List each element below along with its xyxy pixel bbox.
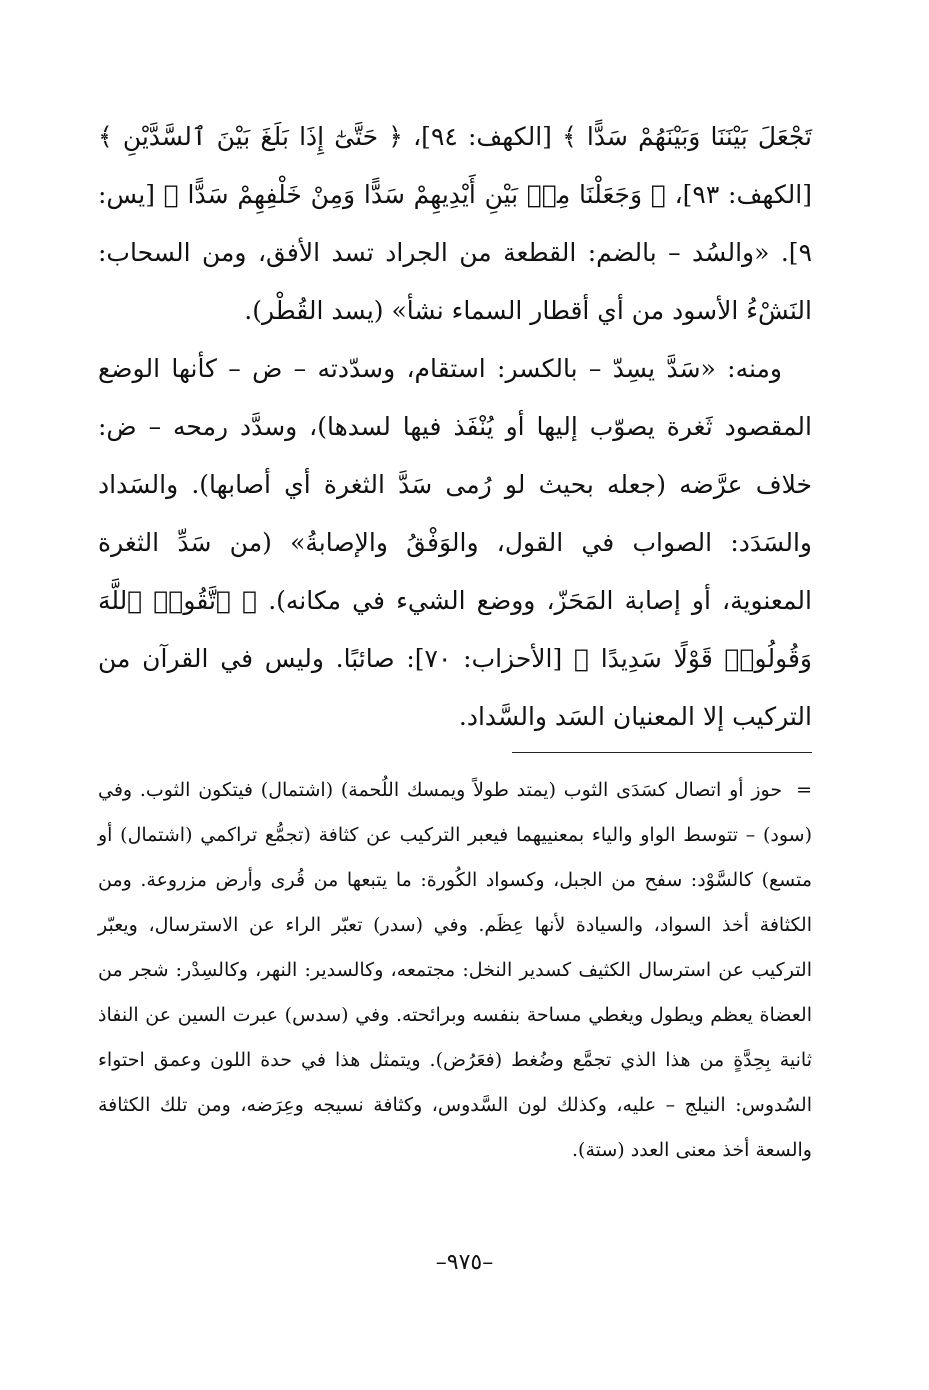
footnote-text: حوز أو اتصال كسَدَى الثوب (يمتد طولاً ويمسك اللُحمة) (اشتمال) فيتكون الثوب. وفي (سود) – تتوسط الواو والياء بمعنييهما فيعبر التركيب عن كثافة (تجمُّع تراكمي (اشتمال) أو متسع) كالسَّوْد: سفح من الجبل، وكسواد الكُورة: ما يتبعها من قُرى وأرض مزروعة. ومن الكثافة أخذ السواد، والسيادة لأنها عِظَم. وفي (سدر) تعبّر الراء عن الاسترسال، ويعبّر التركيب عن استرسال الكثيف كسدير النخل: مجتمعه، وكالسدير: النهر، وكالسِدْر: شجر من العضاة يعظم ويطول ويغطي مساحة بنفسه وبرائحته. وفي (سدس) عبرت السين عن النفاذ ثانية بِحِدَّةٍ من هذا الذي تجمَّع وضُغط (فعَرُض). ويتمثل هذا في حدة اللون وعمق احتواء السُدوس: النيلج – عليه، وكذلك لون السَّدوس، وكثافة نسيجه وعِرَضه، ومن تلك الكثافة والسعة أخذ معنى العدد (ستة). bbox=[98, 779, 812, 1161]
page-number: –٩٧٥– bbox=[435, 1250, 494, 1275]
paragraph: تَجْعَلَ بَيْنَنَا وَبَيْنَهُمْ سَدًّا ﴾ [الكهف: ٩٤]، ﴿ حَتَّىٰٓ إِذَا بَلَغَ بَيْنَ ٱلسَّدَّيْنِ ﴾ [الكهف: ٩٣]، ﴿ وَجَعَلْنَا مِنۢ بَيْنِ أَيْدِيهِمْ سَدًّا وَمِنْ خَلْفِهِمْ سَدًّا ﴾ [يس: ٩]. «والسُد – بالضم: القطعة من الجراد تسد الأفق، ومن السحاب: النَشْءُ الأسود من أي أقطار السماء نشأ» (يسد القُطْر). bbox=[98, 122, 813, 325]
footnote bbox=[98, 768, 812, 1173]
footnote-section bbox=[98, 768, 812, 1173]
footnote-divider bbox=[512, 752, 812, 753]
paragraph: ومنه: «سَدَّ يسِدّ – بالكسر: استقام، وسدّدته – ض – كأنها الوضع المقصود ثَغرة يصوّب إليها أو يُنْفَذ فيها لسدها)، وسدَّد رمحه – ض: خلاف عرَّضه (جعله بحيث لو رُمى سَدَّ الثغرة أي أصابها). والسَداد والسَدَد: الصواب في القول، والوَفْقُ والإصابةُ» (من سَدِّ الثغرة المعنوية، أو إصابة المَحَزّ، ووضع الشيء في مكانه). ﴿ ٱتَّقُوا۟ ٱللَّهَ وَقُولُوا۟ قَوْلًا سَدِيدًا ﴾ [الأحزاب: ٧٠]: صائبًا. وليس في القرآن من التركيب إلا المعنيان السَد والسَّداد. bbox=[98, 354, 813, 731]
main-text-body bbox=[98, 108, 812, 746]
footnote-continuation-marker: = bbox=[796, 779, 812, 801]
